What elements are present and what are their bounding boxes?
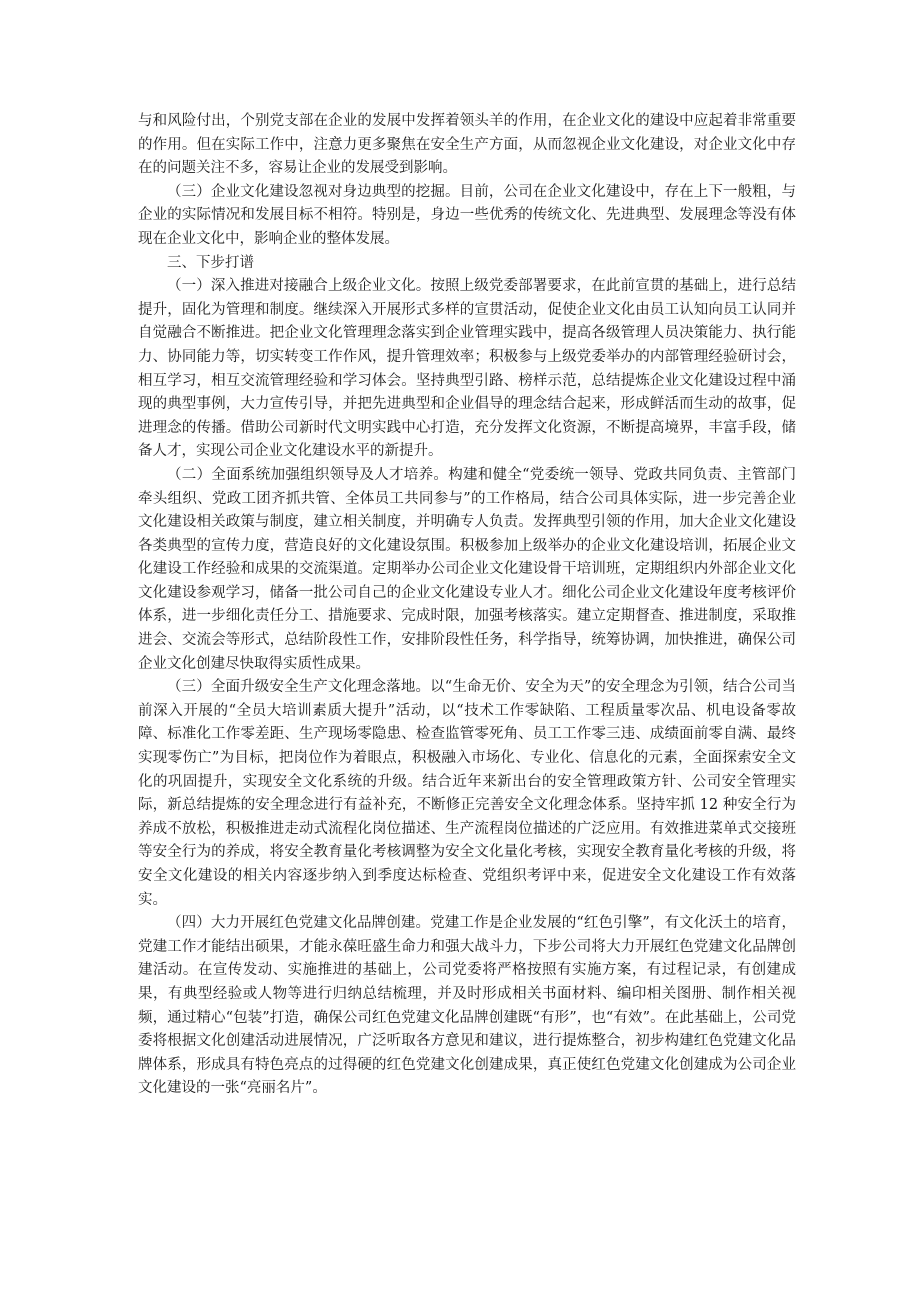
paragraph-continuation: 与和风险付出，个别党支部在企业的发展中发挥着领头羊的作用，在企业文化的建设中应起着非常重要的作用。但在实际工作中，注意力更多聚焦在安全生产方面，从而忽视企业文化建设，对企业文化中存在的问题关注不多，容易让企业的发展受到影响。 (138, 113, 796, 177)
section-heading-next-steps: 三、下步打谱 (167, 254, 254, 271)
paragraph-issue-3: （三）企业文化建设忽视对身边典型的挖掘。目前，公司在企业文化建设中，存在上下一般粗，与企业的实际情况和发展目标不相符。特别是，身边一些优秀的传统文化、先进典型、发展理念等没有体现在企业文化中，影响企业的整体发展。 (138, 183, 796, 247)
document-body (138, 110, 796, 1101)
paragraph-step-1: （一）深入推进对接融合上级企业文化。按照上级党委部署要求，在此前宣贯的基础上，进行总结提升，固化为管理和制度。继续深入开展形式多样的宣贯活动，促使企业文化由员工认知向员工认同并自觉融合不断推进。把企业文化管理理念落实到企业管理实践中，提高各级管理人员决策能力、执行能力、协同能力等，切实转变工作作风，提升管理效率；积极参与上级党委举办的内部管理经验研讨会，相互学习，相互交流管理经验和学习体会。坚持典型引路、榜样示范，总结提炼企业文化建设过程中涌现的典型事例，大力宣传引导，并把先进典型和企业倡导的理念结合起来，形成鲜活而生动的故事，促进理念的传播。借助公司新时代文明实践中心打造，充分发挥文化资源，不断提高境界，丰富手段，储备人才，实现公司企业文化建设水平的新提升。 (138, 278, 796, 460)
paragraph-step-2: （二）全面系统加强组织领导及人才培养。构建和健全“党委统一领导、党政共同负责、主管部门牵头组织、党政工团齐抓共管、全体员工共同参与”的工作格局，结合公司具体实际，进一步完善企业文化建设相关政策与制度，建立相关制度，并明确专人负责。发挥典型引领的作用，加大企业文化建设各类典型的宣传力度，营造良好的文化建设氛围。积极参加上级举办的企业文化建设培训，拓展企业文化建设工作经验和成果的交流渠道。定期举办公司企业文化建设骨干培训班，定期组织内外部企业文化文化建设参观学习，储备一批公司自己的企业文化建设专业人才。细化公司企业文化建设年度考核评价体系，进一步细化责任分工、措施要求、完成时限，加强考核落实。建立定期督查、推进制度，采取推进会、交流会等形式，总结阶段性工作，安排阶段性任务，科学指导，统筹协调，加快推进，确保公司企业文化创建尽快取得实质性成果。 (138, 466, 796, 672)
paragraph-step-4: （四）大力开展红色党建文化品牌创建。党建工作是企业发展的“红色引擎”，有文化沃土的培育，党建工作才能结出硕果，才能永葆旺盛生命力和强大战斗力，下步公司将大力开展红色党建文化品牌创建活动。在宣传发动、实施推进的基础上，公司党委将严格按照有实施方案，有过程记录，有创建成果，有典型经验或人物等进行归纳总结梳理，并及时形成相关书面材料、编印相关图册、制作相关视频，通过精心“包装”打造，确保公司红色党建文化品牌创建既“有形”，也“有效”。在此基础上，公司党委将根据文化创建活动进展情况，广泛听取各方意见和建议，进行提炼整合，初步构建红色党建文化品牌体系，形成具有特色亮点的过得硬的红色党建文化创建成果，真正使红色党建文化创建成为公司企业文化建设的一张“亮丽名片”。 (138, 915, 796, 1097)
paragraph-step-3: （三）全面升级安全生产文化理念落地。以“生命无价、安全为天”的安全理念为引领，结合公司当前深入开展的“全员大培训素质大提升”活动，以“技术工作零缺陷、工程质量零次品、机电设备零故障、标准化工作零差距、生产现场零隐患、检查监管零死角、员工工作零三违、成绩面前零自满、最终实现零伤亡”为目标，把岗位作为着眼点，积极融入市场化、专业化、信息化的元素，全面探索安全文化的巩固提升，实现安全文化系统的升级。结合近年来新出台的安全管理政策方针、公司安全管理实际，新总结提炼的安全理念进行有益补充，不断修正完善安全文化理念体系。坚持牢抓 12 种安全行为养成不放松，积极推进走动式流程化岗位描述、生产流程岗位描述的广泛应用。有效推进菜单式交接班等安全行为的养成，将安全教育量化考核调整为安全文化量化考核，实现安全教育量化考核的升级，将安全文化建设的相关内容逐步纳入到季度达标检查、党组织考评中来，促进安全文化建设工作有效落实。 (138, 679, 796, 908)
